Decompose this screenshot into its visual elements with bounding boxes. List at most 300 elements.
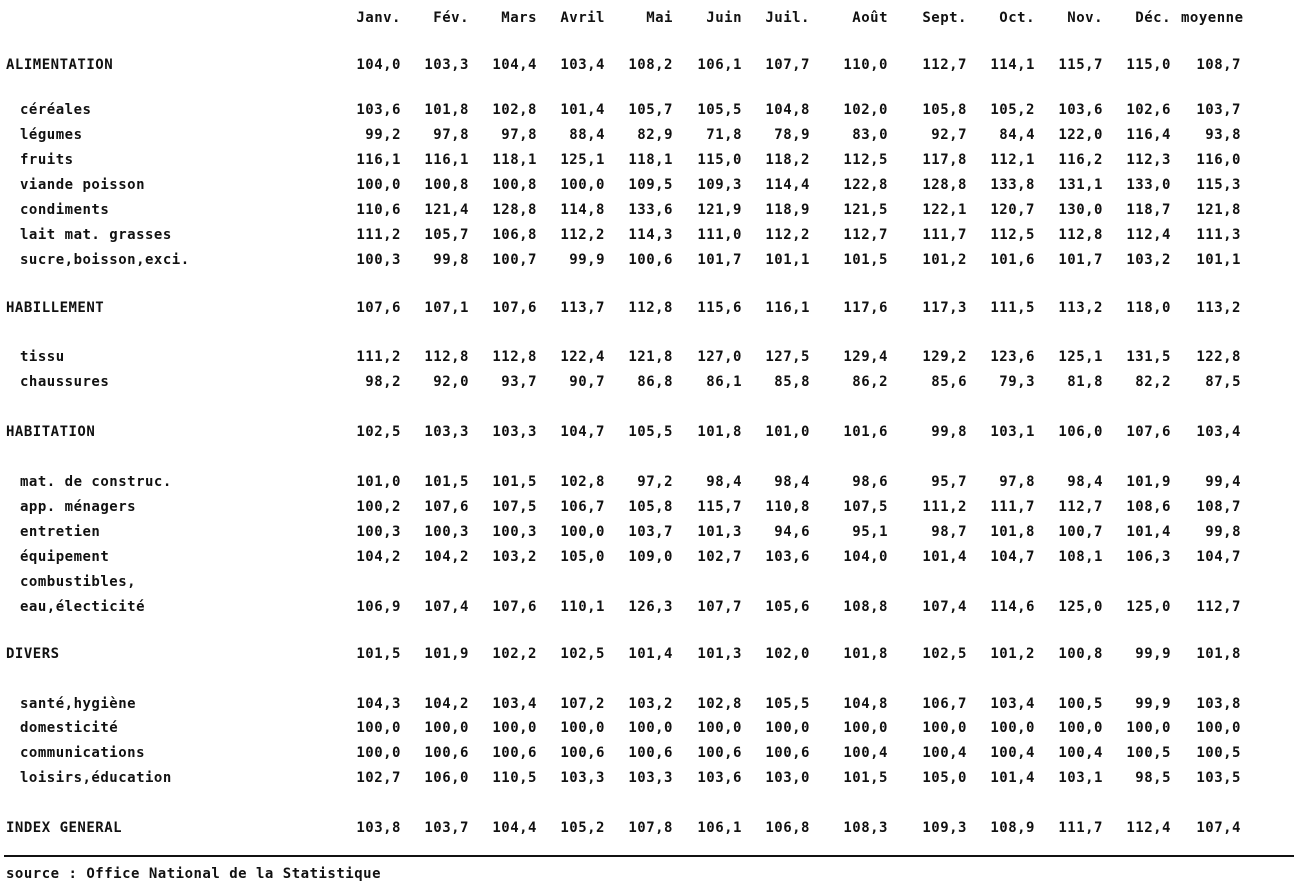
- table-cell: 100,8: [1058, 646, 1103, 662]
- table-cell: 115,0: [1126, 57, 1171, 73]
- table-cell: 116,4: [1126, 127, 1171, 143]
- table-cell: 112,7: [1196, 599, 1241, 615]
- table-cell: 107,4: [424, 599, 469, 615]
- table-cell: 122,8: [1196, 349, 1241, 365]
- table-cell: 100,8: [424, 177, 469, 193]
- table-cell: 88,4: [569, 127, 605, 143]
- subcategory-label: lait mat. grasses: [20, 227, 172, 243]
- subcategory-label: eau,électicité: [20, 599, 146, 615]
- table-cell: 103,3: [424, 57, 469, 73]
- table-cell: 101,7: [1058, 252, 1103, 268]
- table-cell: 108,6: [1126, 499, 1171, 515]
- table-cell: 111,7: [922, 227, 967, 243]
- table-cell: 118,0: [1126, 300, 1171, 316]
- table-cell: 100,6: [492, 745, 537, 761]
- table-cell: 103,6: [356, 102, 401, 118]
- table-cell: 111,2: [356, 227, 401, 243]
- table-cell: 112,4: [1126, 227, 1171, 243]
- table-cell: 107,4: [922, 599, 967, 615]
- table-cell: 100,0: [697, 720, 742, 736]
- table-cell: 100,6: [628, 745, 673, 761]
- table-cell: 98,7: [931, 524, 967, 540]
- subcategory-row: [0, 768, 1297, 788]
- table-cell: 104,2: [424, 549, 469, 565]
- table-cell: 120,7: [990, 202, 1035, 218]
- table-cell: 117,8: [922, 152, 967, 168]
- table-cell: 101,0: [765, 424, 810, 440]
- table-cell: 105,7: [628, 102, 673, 118]
- table-cell: 100,0: [356, 177, 401, 193]
- table-cell: 110,8: [765, 499, 810, 515]
- table-cell: 102,7: [356, 770, 401, 786]
- table-cell: 112,2: [765, 227, 810, 243]
- table-cell: 112,8: [1058, 227, 1103, 243]
- table-cell: 116,1: [424, 152, 469, 168]
- category-label: HABILLEMENT: [6, 300, 105, 316]
- table-cell: 109,5: [628, 177, 673, 193]
- table-cell: 104,8: [765, 102, 810, 118]
- table-cell: 103,7: [424, 820, 469, 836]
- table-cell: 107,6: [492, 599, 537, 615]
- table-cell: 117,3: [922, 300, 967, 316]
- table-cell: 115,0: [697, 152, 742, 168]
- table-cell: 105,2: [990, 102, 1035, 118]
- subcategory-row: [0, 225, 1297, 245]
- table-cell: 86,8: [637, 374, 673, 390]
- subcategory-row: [0, 347, 1297, 367]
- table-cell: 103,4: [990, 696, 1035, 712]
- table-cell: 100,5: [1126, 745, 1171, 761]
- table-cell: 100,0: [843, 720, 888, 736]
- table-cell: 104,8: [843, 696, 888, 712]
- table-cell: 101,5: [356, 646, 401, 662]
- table-cell: 107,6: [356, 300, 401, 316]
- table-cell: 103,7: [628, 524, 673, 540]
- table-cell: 100,2: [356, 499, 401, 515]
- table-cell: 117,6: [843, 300, 888, 316]
- table-cell: 90,7: [569, 374, 605, 390]
- table-cell: 122,4: [560, 349, 605, 365]
- category-row: [0, 818, 1297, 838]
- table-cell: 123,6: [990, 349, 1035, 365]
- table-cell: 105,8: [922, 102, 967, 118]
- table-cell: 127,0: [697, 349, 742, 365]
- table-cell: 102,8: [560, 474, 605, 490]
- table-cell: 101,2: [922, 252, 967, 268]
- table-cell: 101,8: [990, 524, 1035, 540]
- table-cell: 130,0: [1058, 202, 1103, 218]
- table-cell: 103,8: [356, 820, 401, 836]
- subcategory-label: céréales: [20, 102, 92, 118]
- table-cell: 103,7: [1196, 102, 1241, 118]
- table-cell: 105,8: [628, 499, 673, 515]
- table-cell: 105,2: [560, 820, 605, 836]
- table-cell: 125,0: [1126, 599, 1171, 615]
- table-cell: 101,8: [697, 424, 742, 440]
- table-cell: 101,1: [1196, 252, 1241, 268]
- table-cell: 121,5: [843, 202, 888, 218]
- table-cell: 110,0: [843, 57, 888, 73]
- table-cell: 100,0: [560, 720, 605, 736]
- table-cell: 105,0: [560, 549, 605, 565]
- table-cell: 92,0: [433, 374, 469, 390]
- source-note: source : Office National de la Statistique: [6, 866, 382, 882]
- table-cell: 107,7: [765, 57, 810, 73]
- category-row: [0, 298, 1297, 318]
- table-cell: 97,8: [999, 474, 1035, 490]
- table-cell: 114,1: [990, 57, 1035, 73]
- subcategory-row: [0, 200, 1297, 220]
- table-cell: 118,1: [492, 152, 537, 168]
- table-cell: 93,8: [1205, 127, 1241, 143]
- table-cell: 101,4: [990, 770, 1035, 786]
- table-cell: 102,8: [492, 102, 537, 118]
- table-cell: 81,8: [1067, 374, 1103, 390]
- table-cell: 98,2: [365, 374, 401, 390]
- subcategory-label: mat. de construc.: [20, 474, 172, 490]
- table-cell: 99,8: [931, 424, 967, 440]
- table-cell: 122,8: [843, 177, 888, 193]
- table-cell: 105,0: [922, 770, 967, 786]
- table-cell: 112,3: [1126, 152, 1171, 168]
- subcategory-row: [0, 472, 1297, 492]
- table-cell: 100,0: [990, 720, 1035, 736]
- table-cell: 107,1: [424, 300, 469, 316]
- table-cell: 113,2: [1196, 300, 1241, 316]
- table-cell: 82,2: [1135, 374, 1171, 390]
- subcategory-label: viande poisson: [20, 177, 146, 193]
- column-header: Juil.: [765, 10, 810, 26]
- table-cell: 104,0: [843, 549, 888, 565]
- table-cell: 102,0: [843, 102, 888, 118]
- table-cell: 105,5: [697, 102, 742, 118]
- table-cell: 111,0: [697, 227, 742, 243]
- table-cell: 106,8: [765, 820, 810, 836]
- table-cell: 85,8: [774, 374, 810, 390]
- table-cell: 121,4: [424, 202, 469, 218]
- table-cell: 105,7: [424, 227, 469, 243]
- table-cell: 112,5: [843, 152, 888, 168]
- table-cell: 104,3: [356, 696, 401, 712]
- subcategory-row: [0, 572, 1297, 592]
- table-cell: 108,7: [1196, 499, 1241, 515]
- table-cell: 94,6: [774, 524, 810, 540]
- table-cell: 105,5: [628, 424, 673, 440]
- table-cell: 101,5: [424, 474, 469, 490]
- table-cell: 100,6: [560, 745, 605, 761]
- table-cell: 103,1: [1058, 770, 1103, 786]
- table-cell: 101,5: [843, 770, 888, 786]
- table-cell: 101,4: [628, 646, 673, 662]
- table-cell: 103,3: [424, 424, 469, 440]
- table-cell: 103,3: [492, 424, 537, 440]
- table-cell: 92,7: [931, 127, 967, 143]
- table-cell: 129,2: [922, 349, 967, 365]
- table-cell: 107,6: [1126, 424, 1171, 440]
- table-cell: 106,7: [922, 696, 967, 712]
- subcategory-label: domesticité: [20, 720, 119, 736]
- subcategory-label: chaussures: [20, 374, 110, 390]
- table-cell: 100,5: [1058, 696, 1103, 712]
- column-header: Sept.: [922, 10, 967, 26]
- table-cell: 102,5: [922, 646, 967, 662]
- subcategory-row: [0, 150, 1297, 170]
- table-cell: 114,8: [560, 202, 605, 218]
- subcategory-label: entretien: [20, 524, 101, 540]
- table-cell: 102,2: [492, 646, 537, 662]
- table-cell: 118,7: [1126, 202, 1171, 218]
- table-cell: 104,2: [356, 549, 401, 565]
- table-cell: 86,1: [706, 374, 742, 390]
- table-cell: 101,3: [697, 524, 742, 540]
- subcategory-row: [0, 718, 1297, 738]
- table-cell: 86,2: [852, 374, 888, 390]
- category-label: DIVERS: [6, 646, 60, 662]
- table-cell: 101,6: [990, 252, 1035, 268]
- table-cell: 104,2: [424, 696, 469, 712]
- table-cell: 108,1: [1058, 549, 1103, 565]
- table-cell: 100,0: [424, 720, 469, 736]
- header-row: [0, 8, 1297, 28]
- table-cell: 85,6: [931, 374, 967, 390]
- table-cell: 104,4: [492, 820, 537, 836]
- table-cell: 98,6: [852, 474, 888, 490]
- table-cell: 103,2: [1126, 252, 1171, 268]
- subcategory-row: [0, 100, 1297, 120]
- table-cell: 121,9: [697, 202, 742, 218]
- table-cell: 100,0: [356, 745, 401, 761]
- column-header: moyenne: [1181, 10, 1244, 26]
- table-cell: 103,4: [492, 696, 537, 712]
- table-cell: 111,2: [922, 499, 967, 515]
- table-cell: 102,8: [697, 696, 742, 712]
- table-cell: 111,7: [990, 499, 1035, 515]
- table-cell: 100,0: [560, 524, 605, 540]
- table-cell: 116,0: [1196, 152, 1241, 168]
- table-cell: 133,0: [1126, 177, 1171, 193]
- subcategory-label: app. ménagers: [20, 499, 137, 515]
- table-cell: 107,6: [492, 300, 537, 316]
- subcategory-label: équipement: [20, 549, 110, 565]
- table-cell: 100,0: [1126, 720, 1171, 736]
- table-cell: 95,7: [931, 474, 967, 490]
- table-cell: 101,8: [1196, 646, 1241, 662]
- table-cell: 83,0: [852, 127, 888, 143]
- table-cell: 100,5: [1196, 745, 1241, 761]
- table-cell: 95,1: [852, 524, 888, 540]
- table-cell: 125,0: [1058, 599, 1103, 615]
- table-cell: 99,8: [433, 252, 469, 268]
- table-cell: 131,5: [1126, 349, 1171, 365]
- table-cell: 108,9: [990, 820, 1035, 836]
- table-cell: 112,1: [990, 152, 1035, 168]
- table-cell: 100,0: [628, 720, 673, 736]
- table-cell: 101,8: [424, 102, 469, 118]
- table-cell: 102,6: [1126, 102, 1171, 118]
- table-cell: 106,3: [1126, 549, 1171, 565]
- table-cell: 100,3: [356, 524, 401, 540]
- subcategory-label: fruits: [20, 152, 74, 168]
- table-cell: 101,6: [843, 424, 888, 440]
- table-cell: 101,2: [990, 646, 1035, 662]
- table-cell: 102,5: [356, 424, 401, 440]
- table-cell: 107,4: [1196, 820, 1241, 836]
- table-cell: 104,7: [990, 549, 1035, 565]
- table-cell: 100,3: [356, 252, 401, 268]
- table-cell: 99,9: [1135, 646, 1171, 662]
- table-cell: 108,2: [628, 57, 673, 73]
- table-cell: 118,1: [628, 152, 673, 168]
- table-cell: 101,5: [492, 474, 537, 490]
- column-header: Mai: [646, 10, 673, 26]
- table-cell: 100,7: [492, 252, 537, 268]
- subcategory-row: [0, 694, 1297, 714]
- table-cell: 112,7: [1058, 499, 1103, 515]
- table-cell: 114,4: [765, 177, 810, 193]
- table-cell: 104,0: [356, 57, 401, 73]
- subcategory-label: condiments: [20, 202, 110, 218]
- table-cell: 112,5: [990, 227, 1035, 243]
- table-bottom-rule: [4, 855, 1294, 857]
- table-cell: 98,4: [706, 474, 742, 490]
- table-cell: 102,7: [697, 549, 742, 565]
- column-header: Déc.: [1135, 10, 1171, 26]
- table-cell: 102,0: [765, 646, 810, 662]
- table-cell: 100,0: [922, 720, 967, 736]
- subcategory-label: légumes: [20, 127, 83, 143]
- table-cell: 87,5: [1205, 374, 1241, 390]
- table-cell: 101,1: [765, 252, 810, 268]
- table-cell: 109,3: [697, 177, 742, 193]
- category-row: [0, 55, 1297, 75]
- table-cell: 116,1: [356, 152, 401, 168]
- category-row: [0, 422, 1297, 442]
- table-cell: 106,0: [1058, 424, 1103, 440]
- table-cell: 97,8: [433, 127, 469, 143]
- table-cell: 125,1: [560, 152, 605, 168]
- table-cell: 103,6: [697, 770, 742, 786]
- table-cell: 125,1: [1058, 349, 1103, 365]
- table-cell: 112,4: [1126, 820, 1171, 836]
- table-cell: 121,8: [1196, 202, 1241, 218]
- table-cell: 103,8: [1196, 696, 1241, 712]
- table-cell: 101,4: [1126, 524, 1171, 540]
- table-cell: 127,5: [765, 349, 810, 365]
- table-cell: 99,9: [1135, 696, 1171, 712]
- table-cell: 106,1: [697, 57, 742, 73]
- table-cell: 100,0: [560, 177, 605, 193]
- table-cell: 103,6: [1058, 102, 1103, 118]
- table-cell: 103,2: [628, 696, 673, 712]
- table-cell: 100,6: [424, 745, 469, 761]
- table-cell: 115,6: [697, 300, 742, 316]
- column-header: Janv.: [356, 10, 401, 26]
- table-cell: 105,5: [765, 696, 810, 712]
- column-header: Nov.: [1067, 10, 1103, 26]
- subcategory-row: [0, 497, 1297, 517]
- table-cell: 108,8: [843, 599, 888, 615]
- table-cell: 103,0: [765, 770, 810, 786]
- table-cell: 101,7: [697, 252, 742, 268]
- table-cell: 115,7: [1058, 57, 1103, 73]
- table-cell: 104,4: [492, 57, 537, 73]
- table-cell: 116,2: [1058, 152, 1103, 168]
- table-cell: 98,5: [1135, 770, 1171, 786]
- table-cell: 111,3: [1196, 227, 1241, 243]
- table-cell: 98,4: [774, 474, 810, 490]
- table-cell: 118,2: [765, 152, 810, 168]
- table-cell: 107,8: [628, 820, 673, 836]
- table-cell: 118,9: [765, 202, 810, 218]
- table-cell: 82,9: [637, 127, 673, 143]
- table-cell: 100,4: [922, 745, 967, 761]
- subcategory-label: combustibles,: [20, 574, 137, 590]
- table-cell: 128,8: [492, 202, 537, 218]
- subcategory-row: [0, 522, 1297, 542]
- table-cell: 112,8: [492, 349, 537, 365]
- column-header: Oct.: [999, 10, 1035, 26]
- table-cell: 100,0: [765, 720, 810, 736]
- table-cell: 99,4: [1205, 474, 1241, 490]
- table-cell: 112,8: [424, 349, 469, 365]
- table-cell: 104,7: [1196, 549, 1241, 565]
- table-cell: 116,1: [765, 300, 810, 316]
- table-cell: 101,4: [922, 549, 967, 565]
- table-cell: 100,8: [492, 177, 537, 193]
- table-cell: 109,3: [922, 820, 967, 836]
- column-header: Juin: [706, 10, 742, 26]
- subcategory-label: sucre,boisson,exci.: [20, 252, 190, 268]
- table-cell: 128,8: [922, 177, 967, 193]
- table-cell: 106,7: [560, 499, 605, 515]
- table-cell: 106,1: [697, 820, 742, 836]
- table-cell: 133,6: [628, 202, 673, 218]
- table-cell: 103,4: [1196, 424, 1241, 440]
- table-cell: 103,2: [492, 549, 537, 565]
- table-cell: 108,7: [1196, 57, 1241, 73]
- subcategory-row: [0, 250, 1297, 270]
- table-cell: 101,0: [356, 474, 401, 490]
- table-cell: 110,5: [492, 770, 537, 786]
- table-cell: 106,8: [492, 227, 537, 243]
- table-cell: 97,2: [637, 474, 673, 490]
- table-cell: 101,4: [560, 102, 605, 118]
- column-header: Août: [852, 10, 888, 26]
- table-cell: 110,1: [560, 599, 605, 615]
- table-cell: 104,7: [560, 424, 605, 440]
- subcategory-row: [0, 372, 1297, 392]
- table-cell: 93,7: [501, 374, 537, 390]
- table-cell: 99,9: [569, 252, 605, 268]
- subcategory-row: [0, 125, 1297, 145]
- table-cell: 126,3: [628, 599, 673, 615]
- subcategory-label: communications: [20, 745, 146, 761]
- table-cell: 101,9: [1126, 474, 1171, 490]
- category-label: HABITATION: [6, 424, 96, 440]
- table-cell: 111,7: [1058, 820, 1103, 836]
- table-cell: 101,9: [424, 646, 469, 662]
- subcategory-label: tissu: [20, 349, 65, 365]
- table-cell: 100,4: [843, 745, 888, 761]
- table-cell: 107,5: [492, 499, 537, 515]
- table-cell: 97,8: [501, 127, 537, 143]
- category-label: INDEX GENERAL: [6, 820, 123, 836]
- subcategory-row: [0, 743, 1297, 763]
- table-cell: 101,3: [697, 646, 742, 662]
- table-cell: 129,4: [843, 349, 888, 365]
- table-cell: 100,0: [1196, 720, 1241, 736]
- table-cell: 133,8: [990, 177, 1035, 193]
